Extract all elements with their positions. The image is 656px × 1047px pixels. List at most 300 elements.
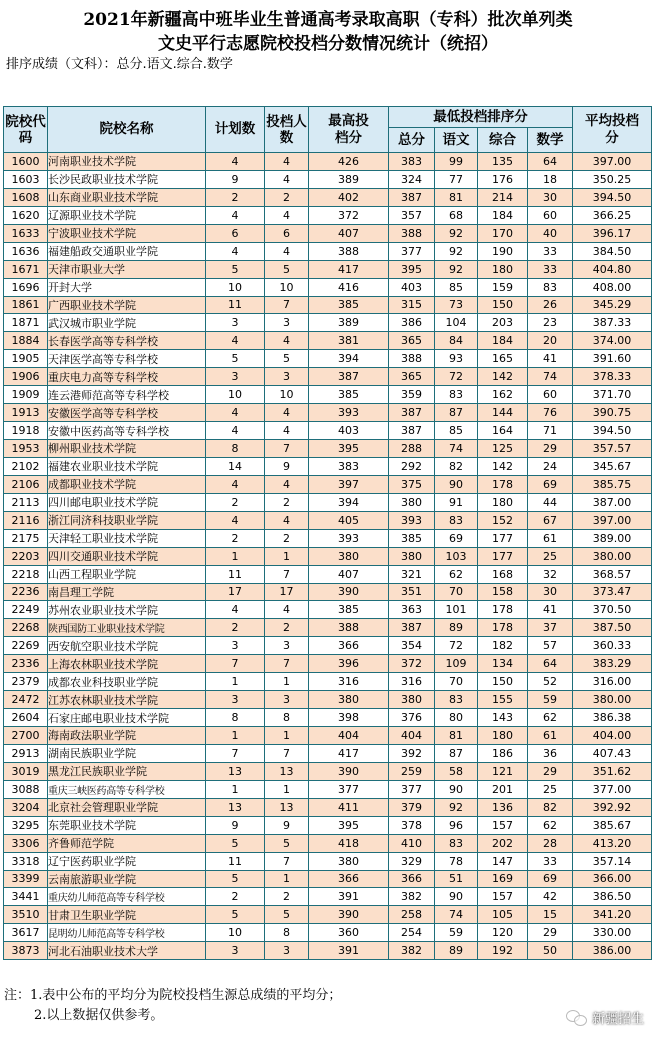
cell-code: 1918	[4, 422, 48, 440]
cell-admitted: 1	[265, 870, 309, 888]
cell-chinese: 96	[435, 816, 478, 834]
cell-code: 3510	[4, 906, 48, 924]
cell-admitted: 7	[265, 852, 309, 870]
cell-plan: 2	[206, 888, 265, 906]
cell-plan: 7	[206, 655, 265, 673]
cell-comp: 184	[478, 206, 528, 224]
cell-chinese: 59	[435, 924, 478, 942]
cell-chinese: 103	[435, 547, 478, 565]
cell-total: 387	[389, 422, 435, 440]
table-row	[4, 673, 652, 691]
cell-avg: 383.29	[573, 655, 652, 673]
cell-comp: 136	[478, 798, 528, 816]
cell-max: 385	[309, 296, 389, 314]
cell-name: 齐鲁师范学院	[48, 834, 206, 852]
cell-max: 411	[309, 798, 389, 816]
cell-avg: 345.29	[573, 296, 652, 314]
cell-chinese: 70	[435, 583, 478, 601]
header-avg: 平均投档分	[573, 107, 652, 153]
cell-plan: 4	[206, 242, 265, 260]
table-row	[4, 942, 652, 960]
cell-chinese: 92	[435, 224, 478, 242]
cell-math: 36	[528, 744, 573, 762]
cell-comp: 201	[478, 780, 528, 798]
cell-admitted: 7	[265, 440, 309, 458]
cell-chinese: 89	[435, 942, 478, 960]
cell-chinese: 109	[435, 655, 478, 673]
cell-avg: 377.00	[573, 780, 652, 798]
cell-chinese: 92	[435, 798, 478, 816]
cell-comp: 147	[478, 852, 528, 870]
cell-name: 成都职业技术学院	[48, 475, 206, 493]
cell-name: 重庆幼儿师范高等专科学校	[48, 888, 206, 906]
table-row	[4, 296, 652, 314]
cell-avg: 397.00	[573, 511, 652, 529]
cell-math: 33	[528, 260, 573, 278]
cell-total: 380	[389, 493, 435, 511]
cell-chinese: 87	[435, 404, 478, 422]
cell-code: 3441	[4, 888, 48, 906]
cell-plan: 1	[206, 547, 265, 565]
header-max: 最高投档分	[309, 107, 389, 153]
cell-total: 376	[389, 709, 435, 727]
cell-name: 湖南民族职业学院	[48, 744, 206, 762]
cell-name: 安徽中医药高等专科学校	[48, 422, 206, 440]
cell-math: 59	[528, 691, 573, 709]
cell-max: 380	[309, 547, 389, 565]
cell-math: 82	[528, 798, 573, 816]
cell-admitted: 7	[265, 655, 309, 673]
cell-code: 2913	[4, 744, 48, 762]
cell-admitted: 4	[265, 170, 309, 188]
cell-name: 广西职业技术学院	[48, 296, 206, 314]
cell-comp: 157	[478, 888, 528, 906]
cell-avg: 413.20	[573, 834, 652, 852]
cell-avg: 392.92	[573, 798, 652, 816]
cell-max: 416	[309, 278, 389, 296]
cell-avg: 368.57	[573, 565, 652, 583]
table-row	[4, 440, 652, 458]
cell-admitted: 1	[265, 547, 309, 565]
cell-comp: 192	[478, 942, 528, 960]
cell-plan: 4	[206, 404, 265, 422]
table-row	[4, 278, 652, 296]
cell-name: 柳州职业技术学院	[48, 440, 206, 458]
cell-math: 71	[528, 422, 573, 440]
cell-avg: 386.00	[573, 942, 652, 960]
cell-math: 15	[528, 906, 573, 924]
cell-admitted: 4	[265, 475, 309, 493]
cell-comp: 157	[478, 816, 528, 834]
cell-math: 69	[528, 870, 573, 888]
table-row	[4, 314, 652, 332]
cell-total: 363	[389, 601, 435, 619]
cell-code: 1636	[4, 242, 48, 260]
cell-plan: 3	[206, 691, 265, 709]
cell-total: 329	[389, 852, 435, 870]
cell-code: 2102	[4, 457, 48, 475]
cell-admitted: 4	[265, 422, 309, 440]
cell-math: 25	[528, 547, 573, 565]
cell-plan: 3	[206, 942, 265, 960]
table-row	[4, 188, 652, 206]
cell-name: 浙江同济科技职业学院	[48, 511, 206, 529]
cell-plan: 11	[206, 852, 265, 870]
cell-comp: 177	[478, 529, 528, 547]
cell-admitted: 4	[265, 404, 309, 422]
cell-avg: 373.47	[573, 583, 652, 601]
cell-max: 426	[309, 153, 389, 171]
cell-chinese: 85	[435, 422, 478, 440]
cell-admitted: 7	[265, 744, 309, 762]
cell-math: 29	[528, 762, 573, 780]
cell-max: 366	[309, 637, 389, 655]
cell-total: 254	[389, 924, 435, 942]
cell-math: 64	[528, 153, 573, 171]
cell-avg: 378.33	[573, 368, 652, 386]
cell-chinese: 104	[435, 314, 478, 332]
cell-comp: 134	[478, 655, 528, 673]
cell-math: 60	[528, 206, 573, 224]
cell-max: 383	[309, 457, 389, 475]
cell-comp: 143	[478, 709, 528, 727]
cell-comp: 170	[478, 224, 528, 242]
cell-code: 2700	[4, 727, 48, 745]
cell-name: 连云港师范高等专科学校	[48, 386, 206, 404]
cell-admitted: 10	[265, 386, 309, 404]
cell-max: 393	[309, 404, 389, 422]
cell-max: 394	[309, 493, 389, 511]
cell-avg: 385.67	[573, 816, 652, 834]
cell-admitted: 9	[265, 457, 309, 475]
table-row	[4, 422, 652, 440]
cell-math: 32	[528, 565, 573, 583]
cell-avg: 407.43	[573, 744, 652, 762]
cell-max: 396	[309, 655, 389, 673]
cell-code: 1906	[4, 368, 48, 386]
cell-plan: 8	[206, 709, 265, 727]
cell-math: 33	[528, 852, 573, 870]
cell-comp: 178	[478, 619, 528, 637]
cell-chinese: 84	[435, 332, 478, 350]
cell-total: 351	[389, 583, 435, 601]
table-row	[4, 691, 652, 709]
cell-avg: 404.80	[573, 260, 652, 278]
cell-comp: 214	[478, 188, 528, 206]
table-row	[4, 242, 652, 260]
page-title	[0, 0, 656, 54]
table-row	[4, 206, 652, 224]
cell-chinese: 72	[435, 368, 478, 386]
cell-plan: 3	[206, 368, 265, 386]
cell-avg: 366.25	[573, 206, 652, 224]
cell-max: 403	[309, 422, 389, 440]
cell-comp: 165	[478, 350, 528, 368]
table-body	[4, 153, 652, 960]
cell-code: 1696	[4, 278, 48, 296]
cell-chinese: 85	[435, 278, 478, 296]
cell-avg: 394.50	[573, 188, 652, 206]
cell-total: 378	[389, 816, 435, 834]
cell-plan: 1	[206, 780, 265, 798]
cell-plan: 9	[206, 170, 265, 188]
cell-admitted: 4	[265, 153, 309, 171]
table-row	[4, 709, 652, 727]
cell-plan: 2	[206, 619, 265, 637]
cell-comp: 182	[478, 637, 528, 655]
cell-admitted: 3	[265, 368, 309, 386]
cell-admitted: 13	[265, 798, 309, 816]
cell-admitted: 2	[265, 888, 309, 906]
cell-total: 387	[389, 619, 435, 637]
cell-code: 3204	[4, 798, 48, 816]
cell-avg: 370.50	[573, 601, 652, 619]
table-row	[4, 619, 652, 637]
cell-chinese: 99	[435, 153, 478, 171]
cell-chinese: 90	[435, 888, 478, 906]
cell-math: 52	[528, 673, 573, 691]
cell-plan: 4	[206, 332, 265, 350]
cell-max: 316	[309, 673, 389, 691]
cell-chinese: 91	[435, 493, 478, 511]
table-row	[4, 888, 652, 906]
cell-math: 33	[528, 242, 573, 260]
cell-math: 61	[528, 727, 573, 745]
cell-code: 1603	[4, 170, 48, 188]
cell-math: 30	[528, 188, 573, 206]
table-row	[4, 744, 652, 762]
cell-total: 379	[389, 798, 435, 816]
cell-admitted: 13	[265, 762, 309, 780]
cell-plan: 11	[206, 565, 265, 583]
title-line-2: 文史平行志愿院校投档分数情况统计（统招）	[158, 34, 498, 54]
cell-max: 394	[309, 350, 389, 368]
cell-avg: 374.00	[573, 332, 652, 350]
cell-comp: 203	[478, 314, 528, 332]
cell-name: 云南旅游职业学院	[48, 870, 206, 888]
cell-total: 388	[389, 350, 435, 368]
cell-max: 391	[309, 888, 389, 906]
cell-chinese: 72	[435, 637, 478, 655]
cell-code: 2269	[4, 637, 48, 655]
note-line-2: 2.以上数据仅供参考。	[34, 1008, 164, 1023]
cell-admitted: 2	[265, 619, 309, 637]
cell-total: 377	[389, 242, 435, 260]
cell-max: 393	[309, 529, 389, 547]
cell-max: 385	[309, 386, 389, 404]
cell-total: 366	[389, 870, 435, 888]
cell-code: 1953	[4, 440, 48, 458]
cell-math: 18	[528, 170, 573, 188]
cell-code: 3306	[4, 834, 48, 852]
cell-total: 392	[389, 744, 435, 762]
cell-comp: 168	[478, 565, 528, 583]
cell-plan: 10	[206, 924, 265, 942]
cell-total: 316	[389, 673, 435, 691]
cell-max: 418	[309, 834, 389, 852]
cell-code: 2113	[4, 493, 48, 511]
cell-admitted: 5	[265, 260, 309, 278]
cell-total: 354	[389, 637, 435, 655]
table-row	[4, 727, 652, 745]
cell-total: 292	[389, 457, 435, 475]
cell-chinese: 89	[435, 619, 478, 637]
cell-admitted: 5	[265, 834, 309, 852]
table-row	[4, 924, 652, 942]
watermark	[566, 1008, 644, 1027]
cell-math: 24	[528, 457, 573, 475]
cell-chinese: 83	[435, 386, 478, 404]
cell-admitted: 1	[265, 780, 309, 798]
cell-name: 河北石油职业技术大学	[48, 942, 206, 960]
cell-max: 405	[309, 511, 389, 529]
cell-comp: 150	[478, 296, 528, 314]
cell-avg: 345.67	[573, 457, 652, 475]
cell-chinese: 90	[435, 780, 478, 798]
cell-max: 407	[309, 565, 389, 583]
cell-code: 2106	[4, 475, 48, 493]
cell-math: 67	[528, 511, 573, 529]
cell-max: 380	[309, 852, 389, 870]
header-total: 总分	[389, 128, 435, 153]
cell-name: 甘肃卫生职业学院	[48, 906, 206, 924]
cell-code: 1633	[4, 224, 48, 242]
header-comp: 综合	[478, 128, 528, 153]
header-admitted: 投档人数	[265, 107, 309, 153]
table-row	[4, 601, 652, 619]
cell-name: 辽宁医药职业学院	[48, 852, 206, 870]
cell-total: 393	[389, 511, 435, 529]
cell-name: 河南职业技术学院	[48, 153, 206, 171]
cell-admitted: 10	[265, 278, 309, 296]
cell-admitted: 2	[265, 529, 309, 547]
cell-code: 2472	[4, 691, 48, 709]
cell-comp: 144	[478, 404, 528, 422]
cell-max: 385	[309, 601, 389, 619]
header-chinese: 语文	[435, 128, 478, 153]
cell-name: 上海农林职业技术学院	[48, 655, 206, 673]
cell-math: 20	[528, 332, 573, 350]
table-row	[4, 224, 652, 242]
cell-avg: 394.50	[573, 422, 652, 440]
cell-max: 380	[309, 691, 389, 709]
cell-total: 315	[389, 296, 435, 314]
cell-chinese: 83	[435, 834, 478, 852]
cell-chinese: 69	[435, 529, 478, 547]
cell-avg: 389.00	[573, 529, 652, 547]
cell-code: 3873	[4, 942, 48, 960]
cell-name: 福建农业职业技术学院	[48, 457, 206, 475]
cell-comp: 184	[478, 332, 528, 350]
cell-plan: 3	[206, 314, 265, 332]
cell-code: 2175	[4, 529, 48, 547]
cell-admitted: 5	[265, 906, 309, 924]
cell-plan: 4	[206, 206, 265, 224]
cell-chinese: 92	[435, 242, 478, 260]
cell-chinese: 83	[435, 691, 478, 709]
cell-math: 41	[528, 350, 573, 368]
cell-name: 天津轻工职业技术学院	[48, 529, 206, 547]
cell-name: 重庆三峡医药高等专科学校	[48, 780, 206, 798]
cell-max: 388	[309, 242, 389, 260]
note-line-1: 注：1.表中公布的平均分为院校投档生源总成绩的平均分；	[4, 988, 342, 1003]
cell-plan: 2	[206, 188, 265, 206]
cell-comp: 180	[478, 260, 528, 278]
cell-name: 山西工程职业学院	[48, 565, 206, 583]
table-row	[4, 547, 652, 565]
table-row	[4, 906, 652, 924]
cell-name: 山东商业职业技术学院	[48, 188, 206, 206]
cell-plan: 4	[206, 153, 265, 171]
cell-code: 1909	[4, 386, 48, 404]
cell-name: 宁波职业技术学院	[48, 224, 206, 242]
cell-name: 天津市职业大学	[48, 260, 206, 278]
cell-code: 1884	[4, 332, 48, 350]
cell-name: 北京社会管理职业学院	[48, 798, 206, 816]
table-row	[4, 332, 652, 350]
cell-math: 57	[528, 637, 573, 655]
cell-max: 407	[309, 224, 389, 242]
cell-avg: 387.50	[573, 619, 652, 637]
cell-max: 402	[309, 188, 389, 206]
cell-plan: 5	[206, 260, 265, 278]
cell-comp: 125	[478, 440, 528, 458]
cell-total: 380	[389, 691, 435, 709]
table-row	[4, 350, 652, 368]
cell-plan: 14	[206, 457, 265, 475]
cell-code: 3399	[4, 870, 48, 888]
cell-comp: 155	[478, 691, 528, 709]
cell-chinese: 92	[435, 260, 478, 278]
cell-code: 2203	[4, 547, 48, 565]
cell-admitted: 6	[265, 224, 309, 242]
cell-max: 391	[309, 942, 389, 960]
cell-name: 开封大学	[48, 278, 206, 296]
cell-admitted: 1	[265, 727, 309, 745]
cell-avg: 408.00	[573, 278, 652, 296]
cell-admitted: 5	[265, 350, 309, 368]
cell-code: 2249	[4, 601, 48, 619]
cell-max: 404	[309, 727, 389, 745]
cell-name: 南昌理工学院	[48, 583, 206, 601]
wechat-icon	[566, 1010, 588, 1026]
cell-max: 395	[309, 816, 389, 834]
cell-max: 377	[309, 780, 389, 798]
cell-avg: 397.00	[573, 153, 652, 171]
cell-total: 388	[389, 224, 435, 242]
cell-math: 40	[528, 224, 573, 242]
cell-code: 1905	[4, 350, 48, 368]
cell-math: 62	[528, 709, 573, 727]
cell-code: 1620	[4, 206, 48, 224]
cell-avg: 387.00	[573, 493, 652, 511]
cell-chinese: 70	[435, 673, 478, 691]
cell-comp: 142	[478, 368, 528, 386]
cell-plan: 1	[206, 673, 265, 691]
cell-code: 1608	[4, 188, 48, 206]
table-row	[4, 529, 652, 547]
cell-admitted: 3	[265, 942, 309, 960]
cell-total: 380	[389, 547, 435, 565]
cell-admitted: 3	[265, 314, 309, 332]
table-row	[4, 834, 652, 852]
cell-name: 江苏农林职业技术学院	[48, 691, 206, 709]
cell-plan: 6	[206, 224, 265, 242]
cell-admitted: 4	[265, 206, 309, 224]
table-row	[4, 170, 652, 188]
cell-math: 50	[528, 942, 573, 960]
cell-code: 2336	[4, 655, 48, 673]
